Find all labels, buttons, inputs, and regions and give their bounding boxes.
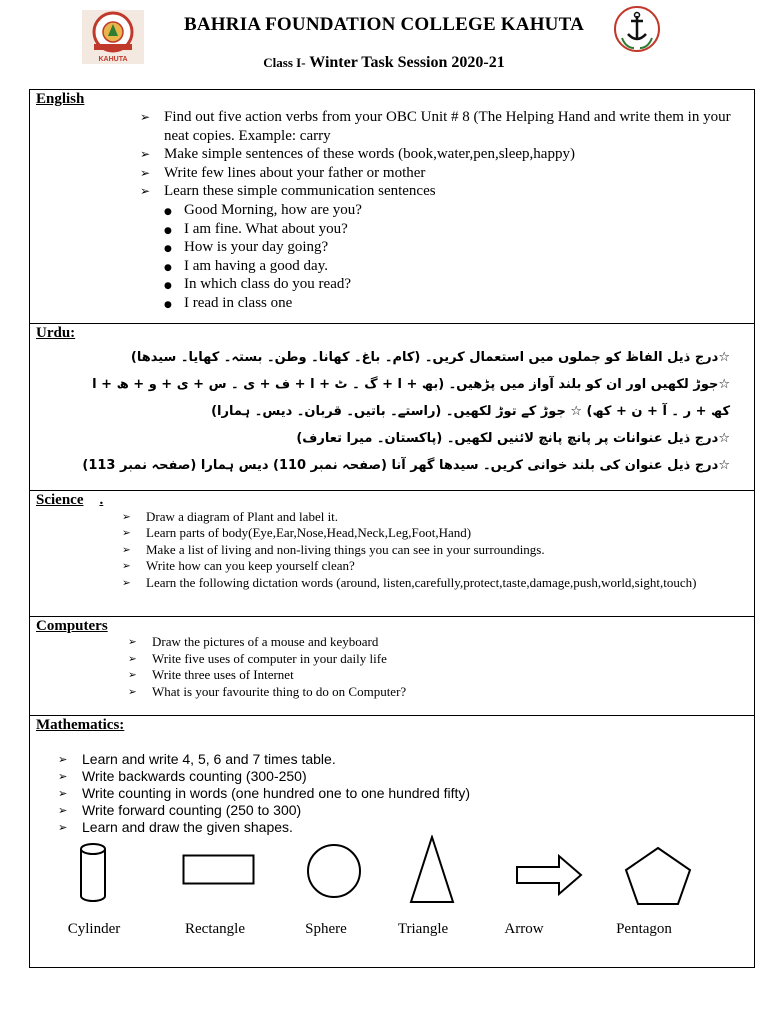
science-task-list <box>120 509 700 591</box>
mathematics-title: Mathematics: <box>36 717 125 733</box>
session-label: Winter Task Session 2020-21 <box>309 54 505 71</box>
list-item: ➢ Draw a diagram of Plant and label it. <box>120 509 700 525</box>
list-item: ➢ Make simple sentences of these words (book,water,pen,sleep,happy) <box>138 145 750 164</box>
school-name: BAHRIA FOUNDATION COLLEGE KAHUTA <box>184 14 584 35</box>
list-item: ➢ Make a list of living and non-living things you can see in your surroundings. <box>120 542 700 558</box>
shape-label-arrow: Arrow <box>504 921 544 937</box>
list-item: ● I read in class one <box>162 294 742 313</box>
computers-title: Computers <box>36 618 108 634</box>
communication-sentences <box>162 201 742 313</box>
shape-label-rectangle: Rectangle <box>185 921 245 937</box>
english-task-list <box>138 108 750 201</box>
list-item: ➢ Write forward counting (250 to 300) <box>56 802 696 819</box>
list-item: ☆جوڑ لکھیں اور ان کو بلند آواز میں پڑھیں۔ (بھ + ا + گ ۔ ٹ + ا + ف + ی ۔ س + ی + و + ھ + ا <box>92 377 730 392</box>
shape-label-pentagon: Pentagon <box>616 921 672 937</box>
list-item: ➢ Write five uses of computer in your daily life <box>126 651 726 668</box>
triangle-shape <box>409 835 455 905</box>
computers-task-list <box>126 634 726 700</box>
list-item: ➢ Learn and draw the given shapes. <box>56 819 696 836</box>
list-item: ● How is your day going? <box>162 238 742 257</box>
list-item: ➢ Write how can you keep yourself clean? <box>120 558 700 574</box>
shape-label-triangle: Triangle <box>397 921 449 937</box>
list-item <box>138 182 750 201</box>
list-item: ➢ Write few lines about your father or mother <box>138 164 750 183</box>
list-item: ➢ Write backwards counting (300-250) <box>56 768 696 785</box>
science-title-text: Science <box>36 492 84 508</box>
list-item: ➢ Draw the pictures of a mouse and keyboard <box>126 634 726 651</box>
list-item: ☆درج ذیل عنوان کی بلند خوانی کریں۔ سیدھا گھر آنا (صفحہ نمبر 110) دیس ہمارا (صفحہ نمبر 113) <box>82 458 730 473</box>
list-item: ● Good Morning, how are you? <box>162 201 742 220</box>
english-section <box>30 90 754 323</box>
list-item: ➢ Write counting in words (one hundred one to one hundred fifty) <box>56 785 696 802</box>
list-item: کھ + ر ۔ آ + ن + کھ) ☆ جوڑ کے توڑ لکھیں۔ (راستے۔ باتیں۔ قربان۔ دیس۔ ہمارا) <box>211 404 730 419</box>
list-item: ☆درج ذیل الفاظ کو جملوں میں استعمال کریں۔ (کام۔ باغ۔ کھانا۔ وطن۔ بستہ۔ کھایا۔ سیدھا) <box>130 350 730 365</box>
sphere-shape <box>305 843 363 899</box>
shape-label-cylinder: Cylinder <box>67 921 121 937</box>
task-table <box>29 89 755 968</box>
english-title: English <box>36 91 85 107</box>
list-item: ● I am fine. What about you? <box>162 220 742 239</box>
class-label: Class I- <box>263 55 306 70</box>
list-item: ➢ What is your favourite thing to do on Computer? <box>126 684 726 701</box>
science-title-suffix: . <box>99 492 104 508</box>
logo-left-city-text: KAHUTA <box>98 56 128 63</box>
list-item: ➢ Learn the following dictation words (around, listen,carefully,protect,taste,damage,push,world,sight,touch) <box>120 575 700 591</box>
list-item: ➢ Learn parts of body(Eye,Ear,Nose,Head,Neck,Leg,Foot,Hand) <box>120 525 700 541</box>
arrow-shape <box>515 853 583 897</box>
list-item: ● I am having a good day. <box>162 257 742 276</box>
session-title <box>0 54 768 72</box>
list-item: ● In which class do you read? <box>162 275 742 294</box>
science-section <box>30 490 754 616</box>
list-item: ➢ Find out five action verbs from your OBC Unit # 8 (The Helping Hand and write them in your neat copies. Example: carry <box>138 108 750 145</box>
pentagon-shape <box>624 846 692 906</box>
cylinder-shape <box>78 842 108 904</box>
list-item: ☆درج ذیل عنوانات پر پانچ پانچ لائنیں لکھیں۔ (پاکستان۔ میرا تعارف) <box>296 431 730 446</box>
mathematics-section <box>30 715 754 969</box>
computers-section <box>30 616 754 715</box>
urdu-task-list <box>40 350 730 485</box>
list-item-text: Learn these simple communication sentences <box>164 183 436 200</box>
list-item: ➢ Write three uses of Internet <box>126 667 726 684</box>
rectangle-shape <box>182 854 256 886</box>
urdu-section <box>30 323 754 490</box>
mathematics-task-list <box>56 751 696 836</box>
shape-label-sphere: Sphere <box>305 921 347 937</box>
urdu-title: Urdu: <box>36 325 76 341</box>
list-item: ➢ Learn and write 4, 5, 6 and 7 times table. <box>56 751 696 768</box>
science-title <box>36 492 103 509</box>
